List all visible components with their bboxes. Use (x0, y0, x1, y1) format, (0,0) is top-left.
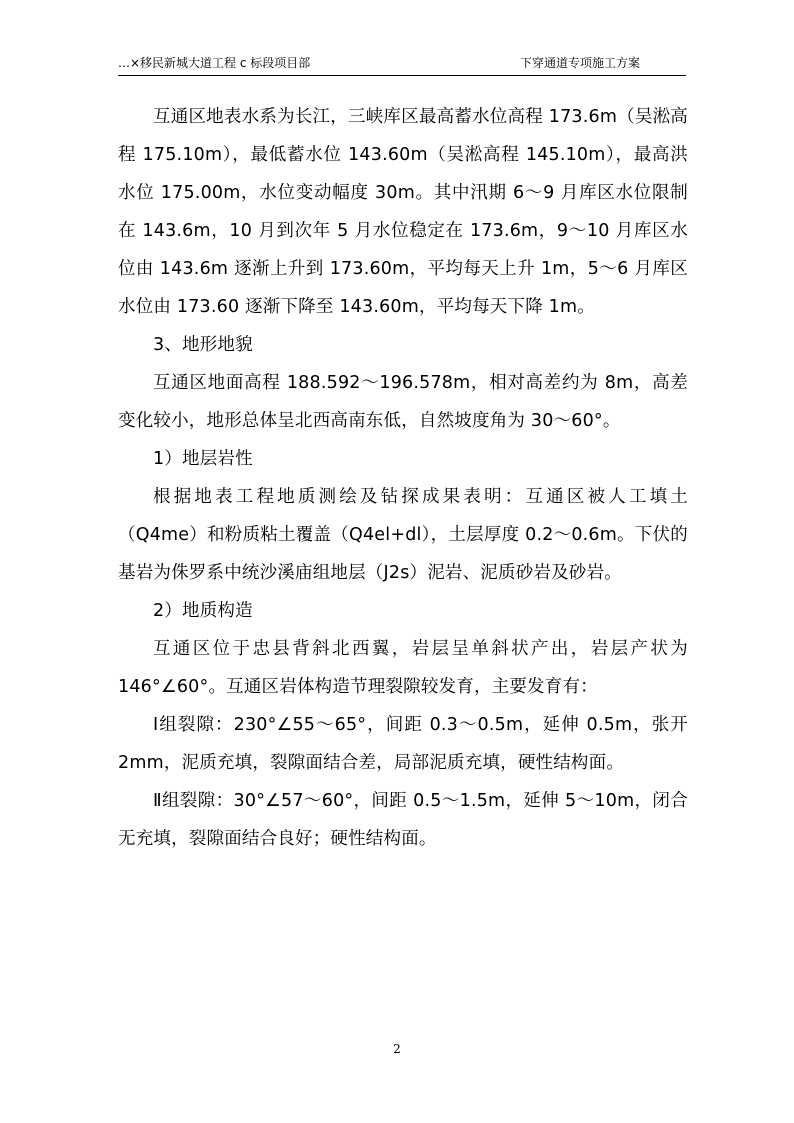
page-number: 2 (393, 1042, 401, 1056)
paragraph-strata: 根据地表工程地质测绘及钻探成果表明：互通区被人工填土（Q4me）和粉质粘土覆盖（Q4el+dl），土层厚度 0.2～0.6m。下伏的基岩为侏罗系中统沙溪庙组地层（J2s）泥岩、泥质砂岩及砂岩。 (118, 487, 688, 583)
paragraph-structure: 互通区位于忠县背斜北西翼，岩层呈单斜状产出，岩层产状为 146°∠60°。互通区岩体构造节理裂隙较发育，主要发育有： (118, 639, 688, 697)
subsection-heading-structure: 2）地质构造 (153, 601, 253, 621)
paragraph-fracture-set-2: Ⅱ组裂隙：30°∠57～60°，间距 0.5～1.5m，延伸 5～10m，闭合无充填，裂隙面结合良好；硬性结构面。 (118, 791, 688, 849)
page-header (118, 55, 686, 76)
paragraph-terrain: 互通区地面高程 188.592～196.578m，相对高差约为 8m，高差变化较小，地形总体呈北西高南东低，自然坡度角为 30～60°。 (118, 373, 688, 431)
paragraph-water-system: 互通区地表水系为长江，三峡库区最高蓄水位高程 173.6m（吴淞高程 175.10m），最低蓄水位 143.60m（吴淞高程 145.10m），最高洪水位 175.00m，水位变动幅度 30m。其中汛期 6～9 月库区水位限制在 143.6m，10 月到次年 5 月水位稳定在 173.6m，9～10 月库区水位由 143.6m 逐渐上升到 173.60m，平均每天上升 1m，5～6 月库区水位由 173.60 逐渐下降至 143.60m，平均每天下降 1m。 (118, 107, 688, 317)
paragraph-fracture-set-1: Ⅰ组裂隙：230°∠55～65°，间距 0.3～0.5m，延伸 0.5m，张开 2mm，泥质充填，裂隙面结合差，局部泥质充填，硬性结构面。 (118, 715, 688, 773)
subsection-heading-strata: 1）地层岩性 (153, 449, 253, 469)
section-heading-terrain: 3、地形地貌 (153, 335, 253, 355)
header-right-text: 下穿通道专项施工方案 (519, 56, 640, 70)
body-text (118, 98, 688, 858)
header-left-text: …×移民新城大道工程 c 标段项目部 (118, 56, 311, 70)
